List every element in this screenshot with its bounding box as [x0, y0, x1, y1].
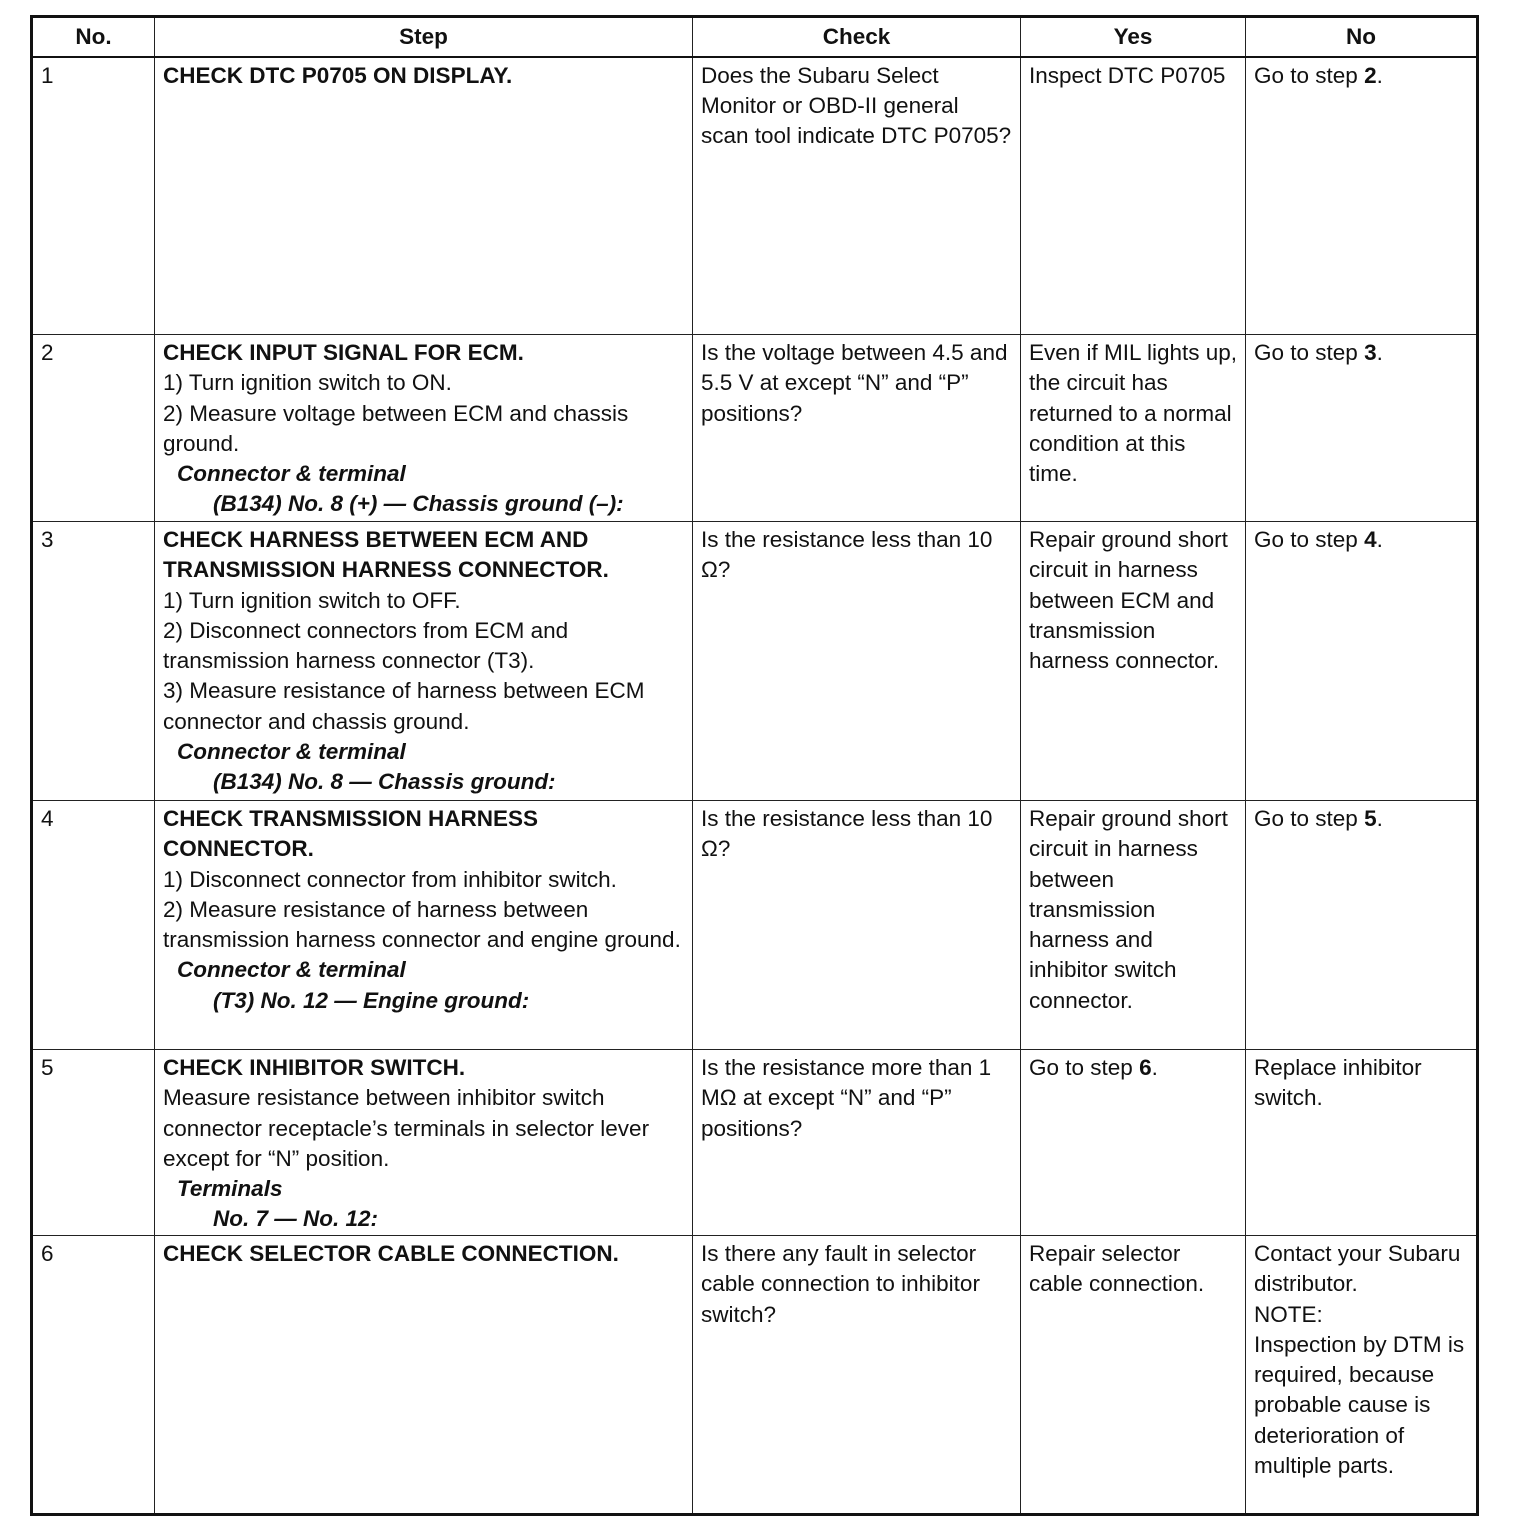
- check-cell: Is the resistance less than 10 Ω?: [693, 522, 1021, 801]
- no-cell: [1246, 522, 1478, 801]
- step-number: 3: [32, 522, 155, 801]
- step-instruction: 1) Turn ignition switch to ON.: [163, 370, 452, 396]
- step-instruction: 2) Measure resistance of harness between transmission harness connector and engine ground.: [163, 896, 681, 953]
- no-prefix: Go to step: [1254, 806, 1365, 831]
- connector-terminal-label: Connector & terminal: [177, 957, 406, 983]
- table-row: [32, 335, 1478, 522]
- no-step-ref: 2: [1364, 62, 1377, 88]
- yes-cell: [1021, 1050, 1246, 1236]
- yes-cell: Even if MIL lights up, the circuit has returned to a normal condition at this time.: [1021, 335, 1246, 522]
- no-cell: [1246, 57, 1478, 335]
- no-step-ref: 4: [1364, 527, 1377, 552]
- check-cell: Is the resistance more than 1 MΩ at except “N” and “P” positions?: [693, 1050, 1021, 1236]
- table-header: [32, 17, 1478, 57]
- connector-terminal-value: (B134) No. 8 — Chassis ground:: [213, 769, 556, 795]
- header-step: Step: [155, 17, 693, 57]
- no-suffix: .: [1376, 527, 1383, 552]
- step-instruction: 2) Measure voltage between ECM and chassis ground.: [163, 400, 629, 456]
- no-suffix: .: [1376, 62, 1383, 88]
- note-text: Inspection by DTM is required, because probable cause is deterioration of multiple parts.: [1254, 1331, 1465, 1479]
- no-prefix: Go to step: [1254, 527, 1365, 552]
- yes-cell: Repair selector cable connection.: [1021, 1236, 1246, 1515]
- step-number: 1: [32, 57, 155, 335]
- check-cell: Is the voltage between 4.5 and 5.5 V at except “N” and “P” positions?: [693, 335, 1021, 522]
- step-cell: [155, 57, 693, 335]
- header-check: Check: [693, 17, 1021, 57]
- no-cell: [1246, 335, 1478, 522]
- header-yes: Yes: [1021, 17, 1246, 57]
- connector-terminal-label: Connector & terminal: [177, 739, 406, 765]
- connector-terminal-value: (B134) No. 8 (+) — Chassis ground (–):: [213, 491, 624, 517]
- yes-cell: Inspect DTC P0705: [1021, 57, 1246, 335]
- step-title: CHECK INHIBITOR SWITCH.: [163, 1055, 466, 1080]
- no-suffix: .: [1376, 806, 1383, 831]
- check-cell: Does the Subaru Select Monitor or OBD-II general scan tool indicate DTC P0705?: [693, 57, 1021, 335]
- no-cell: [1246, 801, 1478, 1050]
- table-row: [32, 801, 1478, 1050]
- yes-cell: Repair ground short circuit in harness between ECM and transmission harness connector.: [1021, 522, 1246, 801]
- step-instruction: 1) Turn ignition switch to OFF.: [163, 587, 461, 613]
- step-title: CHECK INPUT SIGNAL FOR ECM.: [163, 340, 524, 365]
- step-cell: [155, 1050, 693, 1236]
- step-cell: [155, 522, 693, 801]
- terminals-value: No. 7 — No. 12:: [213, 1206, 379, 1232]
- table-row: [32, 522, 1478, 801]
- step-title: CHECK HARNESS BETWEEN ECM AND TRANSMISSION HARNESS CONNECTOR.: [163, 527, 609, 583]
- step-title: CHECK DTC P0705 ON DISPLAY.: [163, 62, 513, 88]
- check-cell: Is the resistance less than 10 Ω?: [693, 801, 1021, 1050]
- step-instruction: Measure resistance between inhibitor switch connector receptacle’s terminals in selector lever except for “N” position.: [163, 1085, 650, 1171]
- table-row: [32, 57, 1478, 335]
- step-cell: [155, 801, 693, 1050]
- no-step-ref: 5: [1364, 806, 1377, 831]
- check-cell: Is there any fault in selector cable connection to inhibitor switch?: [693, 1236, 1021, 1515]
- header-no: No.: [32, 17, 155, 57]
- table-row: [32, 1050, 1478, 1236]
- step-cell: [155, 1236, 693, 1515]
- step-instruction: 2) Disconnect connectors from ECM and transmission harness connector (T3).: [163, 617, 569, 674]
- header-no-result: No: [1246, 17, 1478, 57]
- step-title: CHECK TRANSMISSION HARNESS CONNECTOR.: [163, 806, 539, 862]
- step-number: 2: [32, 335, 155, 522]
- no-text: Contact your Subaru distributor.: [1254, 1241, 1461, 1297]
- note-label: NOTE:: [1254, 1301, 1323, 1327]
- step-number: 5: [32, 1050, 155, 1236]
- table-body: [32, 57, 1478, 1515]
- yes-cell: Repair ground short circuit in harness between transmission harness and inhibitor switch connector.: [1021, 801, 1246, 1050]
- step-number: 6: [32, 1236, 155, 1515]
- no-cell: Replace inhibitor switch.: [1246, 1050, 1478, 1236]
- yes-suffix: .: [1151, 1055, 1158, 1080]
- connector-terminal-value: (T3) No. 12 — Engine ground:: [213, 987, 530, 1013]
- no-suffix: .: [1376, 340, 1383, 365]
- connector-terminal-label: Connector & terminal: [177, 461, 406, 487]
- step-cell: [155, 335, 693, 522]
- no-prefix: Go to step: [1254, 340, 1365, 365]
- table-row: [32, 1236, 1478, 1515]
- yes-prefix: Go to step: [1029, 1055, 1140, 1080]
- no-prefix: Go to step: [1254, 62, 1365, 88]
- yes-step-ref: 6: [1139, 1055, 1152, 1080]
- step-instruction: 3) Measure resistance of harness between ECM connector and chassis ground.: [163, 678, 645, 734]
- step-number: 4: [32, 801, 155, 1050]
- diagnostic-table: [30, 15, 1479, 1516]
- terminals-label: Terminals: [177, 1176, 283, 1202]
- header-row: [32, 17, 1478, 57]
- no-step-ref: 3: [1364, 340, 1377, 365]
- step-instruction: 1) Disconnect connector from inhibitor switch.: [163, 866, 617, 892]
- no-cell: [1246, 1236, 1478, 1515]
- step-title: CHECK SELECTOR CABLE CONNECTION.: [163, 1241, 619, 1266]
